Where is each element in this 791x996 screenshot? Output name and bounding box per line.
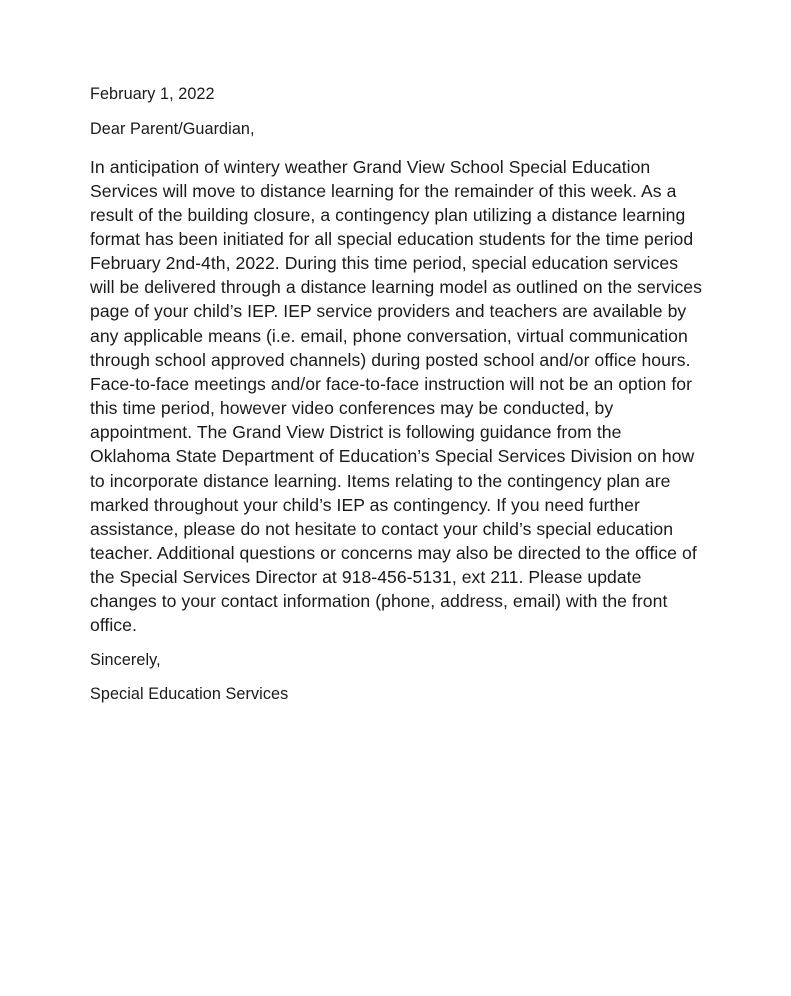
letter-closing-block <box>90 650 706 706</box>
letter-content <box>90 84 706 705</box>
letter-closing: Sincerely, <box>90 650 161 669</box>
letter-signature: Special Education Services <box>90 685 289 704</box>
letter-date: February 1, 2022 <box>90 85 215 103</box>
letter-salutation: Dear Parent/Guardian, <box>90 119 255 138</box>
letter-body-paragraph: In anticipation of wintery weather Grand View School Special Education Services will move to distance learning for the remainder of this week. As a result of the building closure, a contingency plan utilizing a distance learning format has been initiated for all special education students for the time period February 2nd-4th, 2022. During this time period, special education services will be delivered through a distance learning model as outlined on the services page of your child’s IEP. IEP service providers and teachers are available by any applicable means (i.e. email, phone conversation, virtual communication through school approved channels) during posted school and/or office hours. Face-to-face meetings and/or face-to-face instruction will not be an option for this time period, however video conferences may be conducted, by appointment. The Grand View District is following guidance from the Oklahoma State Department of Education’s Special Services Division on how to incorporate distance learning. Items relating to the contingency plan are marked throughout your child’s IEP as contingency. If you need further assistance, please do not hesitate to contact your child’s special education teacher. Additional questions or concerns may also be directed to the office of the Special Services Director at 918-456-5131, ext 211. Please update changes to your contact information (phone, address, email) with the front office. <box>90 156 702 636</box>
